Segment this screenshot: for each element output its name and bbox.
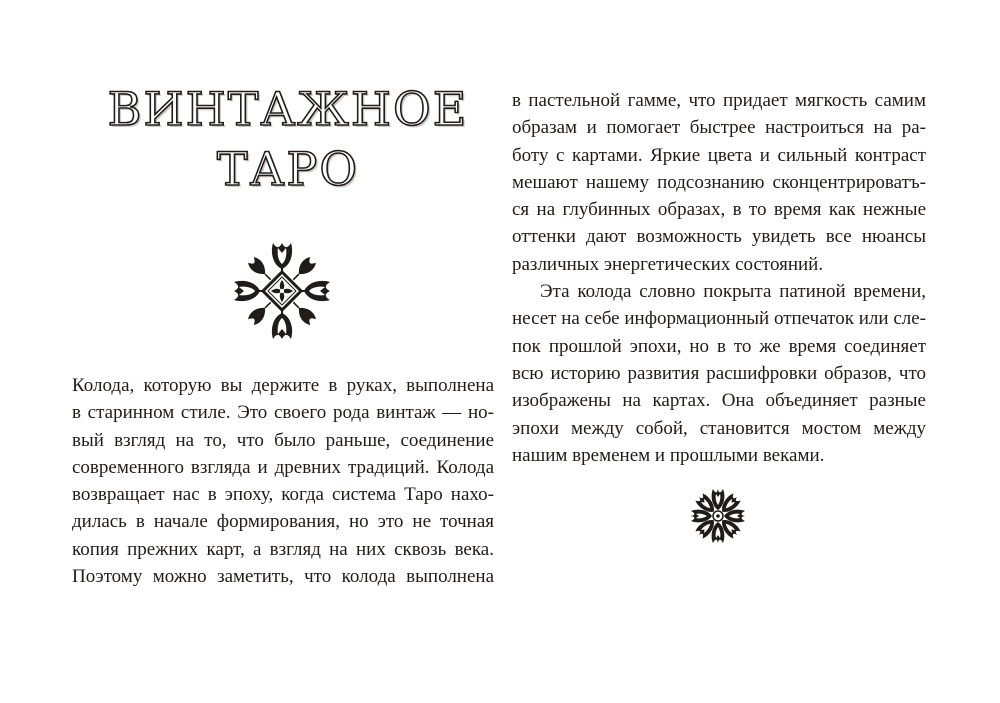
text-line: возвращает нас в эпоху, когда система Таро нахо- [72, 484, 494, 506]
text-line: различных энергетических состояний. [512, 253, 824, 275]
right-text-column [512, 87, 926, 469]
text-line: в старинном стиле. Это своего рода винтаж — но- [72, 402, 494, 424]
small-flower-icon [688, 486, 748, 546]
text-line: в пастельной гамме, что придает мягкость самим [512, 90, 926, 111]
text-line: дилась в начале формирования, но это не точная [72, 511, 494, 533]
text-line: ся на глубинных образах, в то время как нежные [512, 199, 926, 221]
text-line: эпохи между собой, становится мостом между [512, 417, 926, 439]
text-line: всю историю развития расшифровки образов, что [512, 362, 926, 384]
text-line: боту с картами. Яркие цвета и сильный контраст [512, 144, 926, 166]
left-text-column [72, 372, 494, 590]
right-paragraph-1 [512, 87, 926, 278]
text-line: Поэтому можно заметить, что колода выполнена [72, 566, 494, 588]
text-line: вый взгляд на то, что было раньше, соединение [72, 429, 494, 451]
text-line: изображены на картах. Она объединяет разные [512, 390, 926, 412]
text-line: нашим временем и прошлыми веками. [512, 444, 825, 466]
text-line: образам и помогает быстрее настроиться на ра- [512, 117, 926, 139]
text-line: современного взгляда и древних традиций. Колода [72, 456, 494, 478]
text-line: пок прошлой эпохи, но в то же время соединяет [512, 335, 926, 357]
floral-rosette-icon [227, 236, 337, 346]
text-line: Эта колода словно покрыта патиной времени, [540, 281, 926, 303]
left-paragraph [72, 372, 494, 590]
text-line: мешают нашему подсознанию сконцентрироватъ- [512, 171, 926, 193]
page-title-line-2: ТАРО [216, 142, 360, 196]
text-line: оттенки дают возможность увидеть все нюансы [512, 226, 926, 248]
right-paragraph-2 [512, 278, 926, 469]
text-line: несет на себе информационный отпечаток или сле- [512, 308, 926, 330]
text-line: Колода, которую вы держите в руках, выполнена [72, 375, 494, 396]
page-title-line-1: ВИНТАЖНОЕ [107, 82, 469, 136]
text-line: копия прежних карт, а взгляд на них сквозь века. [72, 538, 494, 560]
